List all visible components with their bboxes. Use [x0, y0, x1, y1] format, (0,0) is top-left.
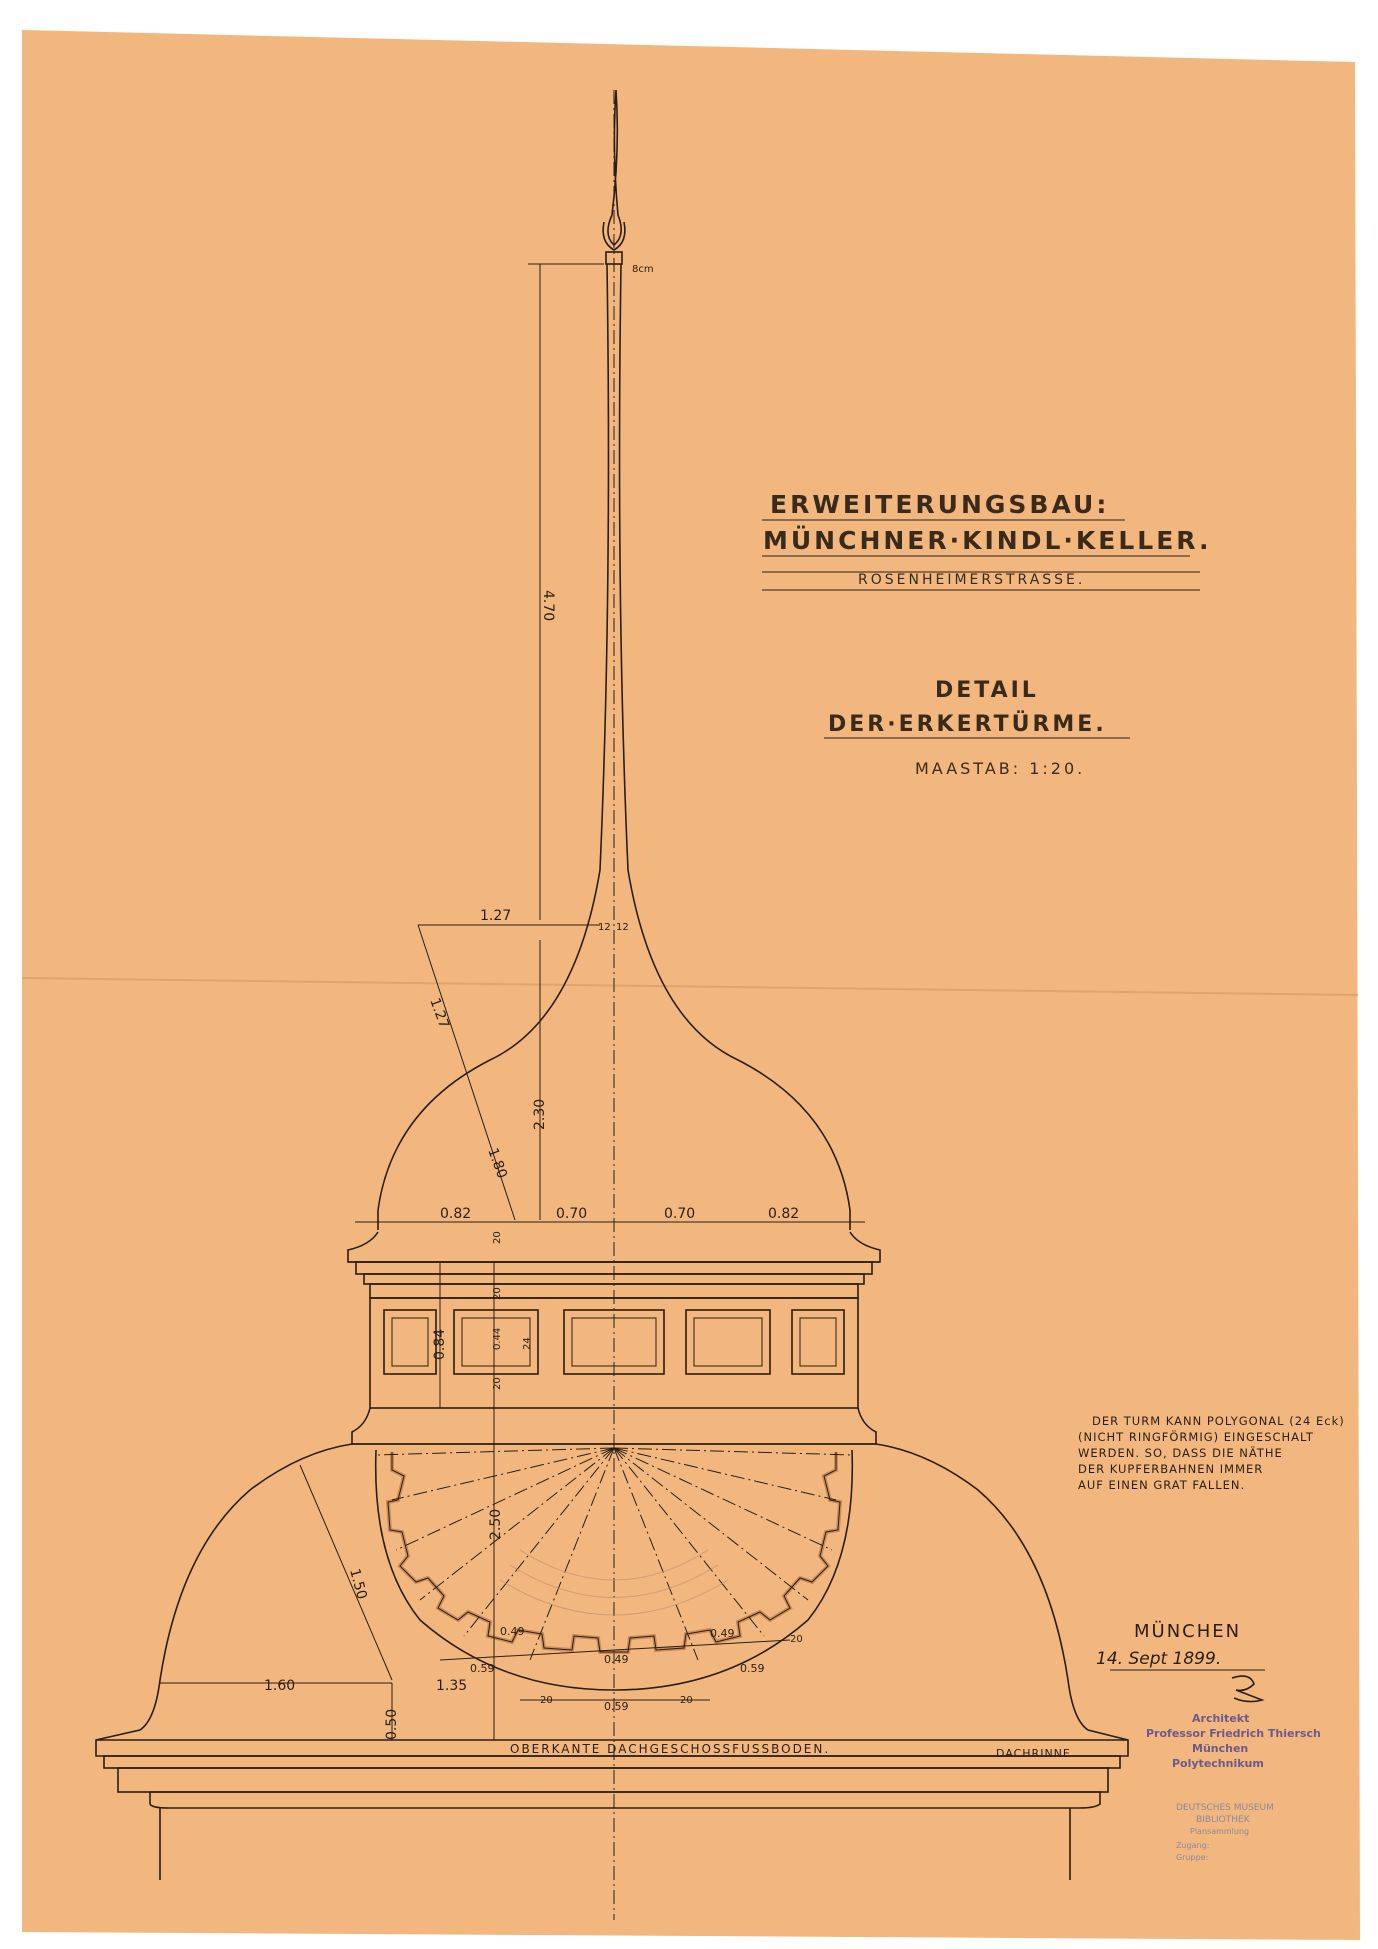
dim-upper-half: 1.27: [480, 908, 512, 924]
place-text: MÜNCHEN: [1134, 1621, 1242, 1642]
museum-line3: Plansammlung: [1190, 1827, 1250, 1836]
stamp-line2: Professor Friedrich Thiersch: [1146, 1727, 1321, 1740]
dim-p9: 20: [790, 1634, 803, 1645]
dim-p7: 20: [540, 1695, 553, 1706]
dim-base-left: 1.60: [264, 1678, 296, 1694]
museum-line4: Zugang:: [1176, 1841, 1210, 1850]
note-line-0: DER TURM KANN POLYGONAL (24 Eck): [1092, 1414, 1345, 1428]
title-line2: MÜNCHNER·KINDL·KELLER.: [763, 526, 1212, 555]
detail-line1: DETAIL: [935, 678, 1039, 703]
detail-scale: MAASTAB: 1:20.: [915, 759, 1086, 778]
dim-p2: 0.49: [604, 1653, 629, 1666]
note-line-2: WERDEN. SO, DASS DIE NÄTHE: [1078, 1446, 1283, 1460]
dim-twelve-a: 12: [598, 922, 611, 933]
gutter-label: DACHRINNE: [996, 1747, 1071, 1760]
dim-base-mid: 1.35: [436, 1678, 468, 1694]
dim-d2: 0.70: [556, 1206, 588, 1222]
stamp-line1: Architekt: [1192, 1712, 1250, 1725]
dim-drum-e: 20: [492, 1377, 503, 1390]
dim-dome-height: 2.30: [532, 1098, 548, 1130]
dim-base-v: 0.50: [384, 1708, 400, 1740]
title-line1: ERWEITERUNGSBAU:: [770, 490, 1110, 519]
dim-lower-r: 1.50: [346, 1566, 370, 1602]
dim-p1: 0.49: [500, 1625, 525, 1638]
note-line-4: AUF EINEN GRAT FALLEN.: [1078, 1478, 1246, 1492]
dim-drum-h: 0.84: [432, 1328, 448, 1360]
museum-line5: Gruppe:: [1176, 1853, 1209, 1862]
dim-p6: 0.59: [740, 1662, 765, 1675]
dim-drum-d: 24: [522, 1337, 533, 1350]
detail-line2: DER·ERKERTÜRME.: [828, 712, 1107, 737]
dim-p3: 0.49: [710, 1627, 735, 1640]
dim-d4: 0.82: [768, 1206, 800, 1222]
title-line3: ROSENHEIMERSTRASSE.: [858, 572, 1086, 588]
museum-line2: BIBLIOTHEK: [1196, 1815, 1250, 1825]
floor-label: OBERKANTE DACHGESCHOSSFUSSBODEN.: [510, 1742, 831, 1756]
dim-spire-height: 4.70: [540, 590, 556, 622]
dim-twelve-b: 12: [616, 922, 629, 933]
museum-line1: DEUTSCHES MUSEUM: [1176, 1803, 1274, 1813]
dim-radius-small: 1.80: [484, 1145, 510, 1181]
dim-p5: 0.59: [604, 1700, 629, 1713]
dim-d1: 0.82: [440, 1206, 472, 1222]
note-line-3: DER KUPFERBAHNEN IMMER: [1078, 1462, 1264, 1476]
dim-diag: 1.27: [426, 995, 452, 1031]
dim-drum-a: 20: [492, 1231, 503, 1244]
dim-drum-c: 0.44: [492, 1327, 503, 1350]
dim-d3: 0.70: [664, 1206, 696, 1222]
stamp-line4: Polytechnikum: [1172, 1757, 1264, 1770]
dim-lower-h: 2.50: [488, 1508, 504, 1540]
dim-p4: 0.59: [470, 1662, 495, 1675]
note-line-1: (NICHT RINGFÖRMIG) EINGESCHALT: [1078, 1430, 1314, 1444]
dim-p8: 20: [680, 1695, 693, 1706]
dim-drum-b: 20: [492, 1287, 503, 1300]
stamp-line3: München: [1192, 1742, 1249, 1755]
date-text: 14. Sept 1899.: [1096, 1649, 1222, 1669]
dim-spire-top: 8cm: [632, 264, 654, 275]
